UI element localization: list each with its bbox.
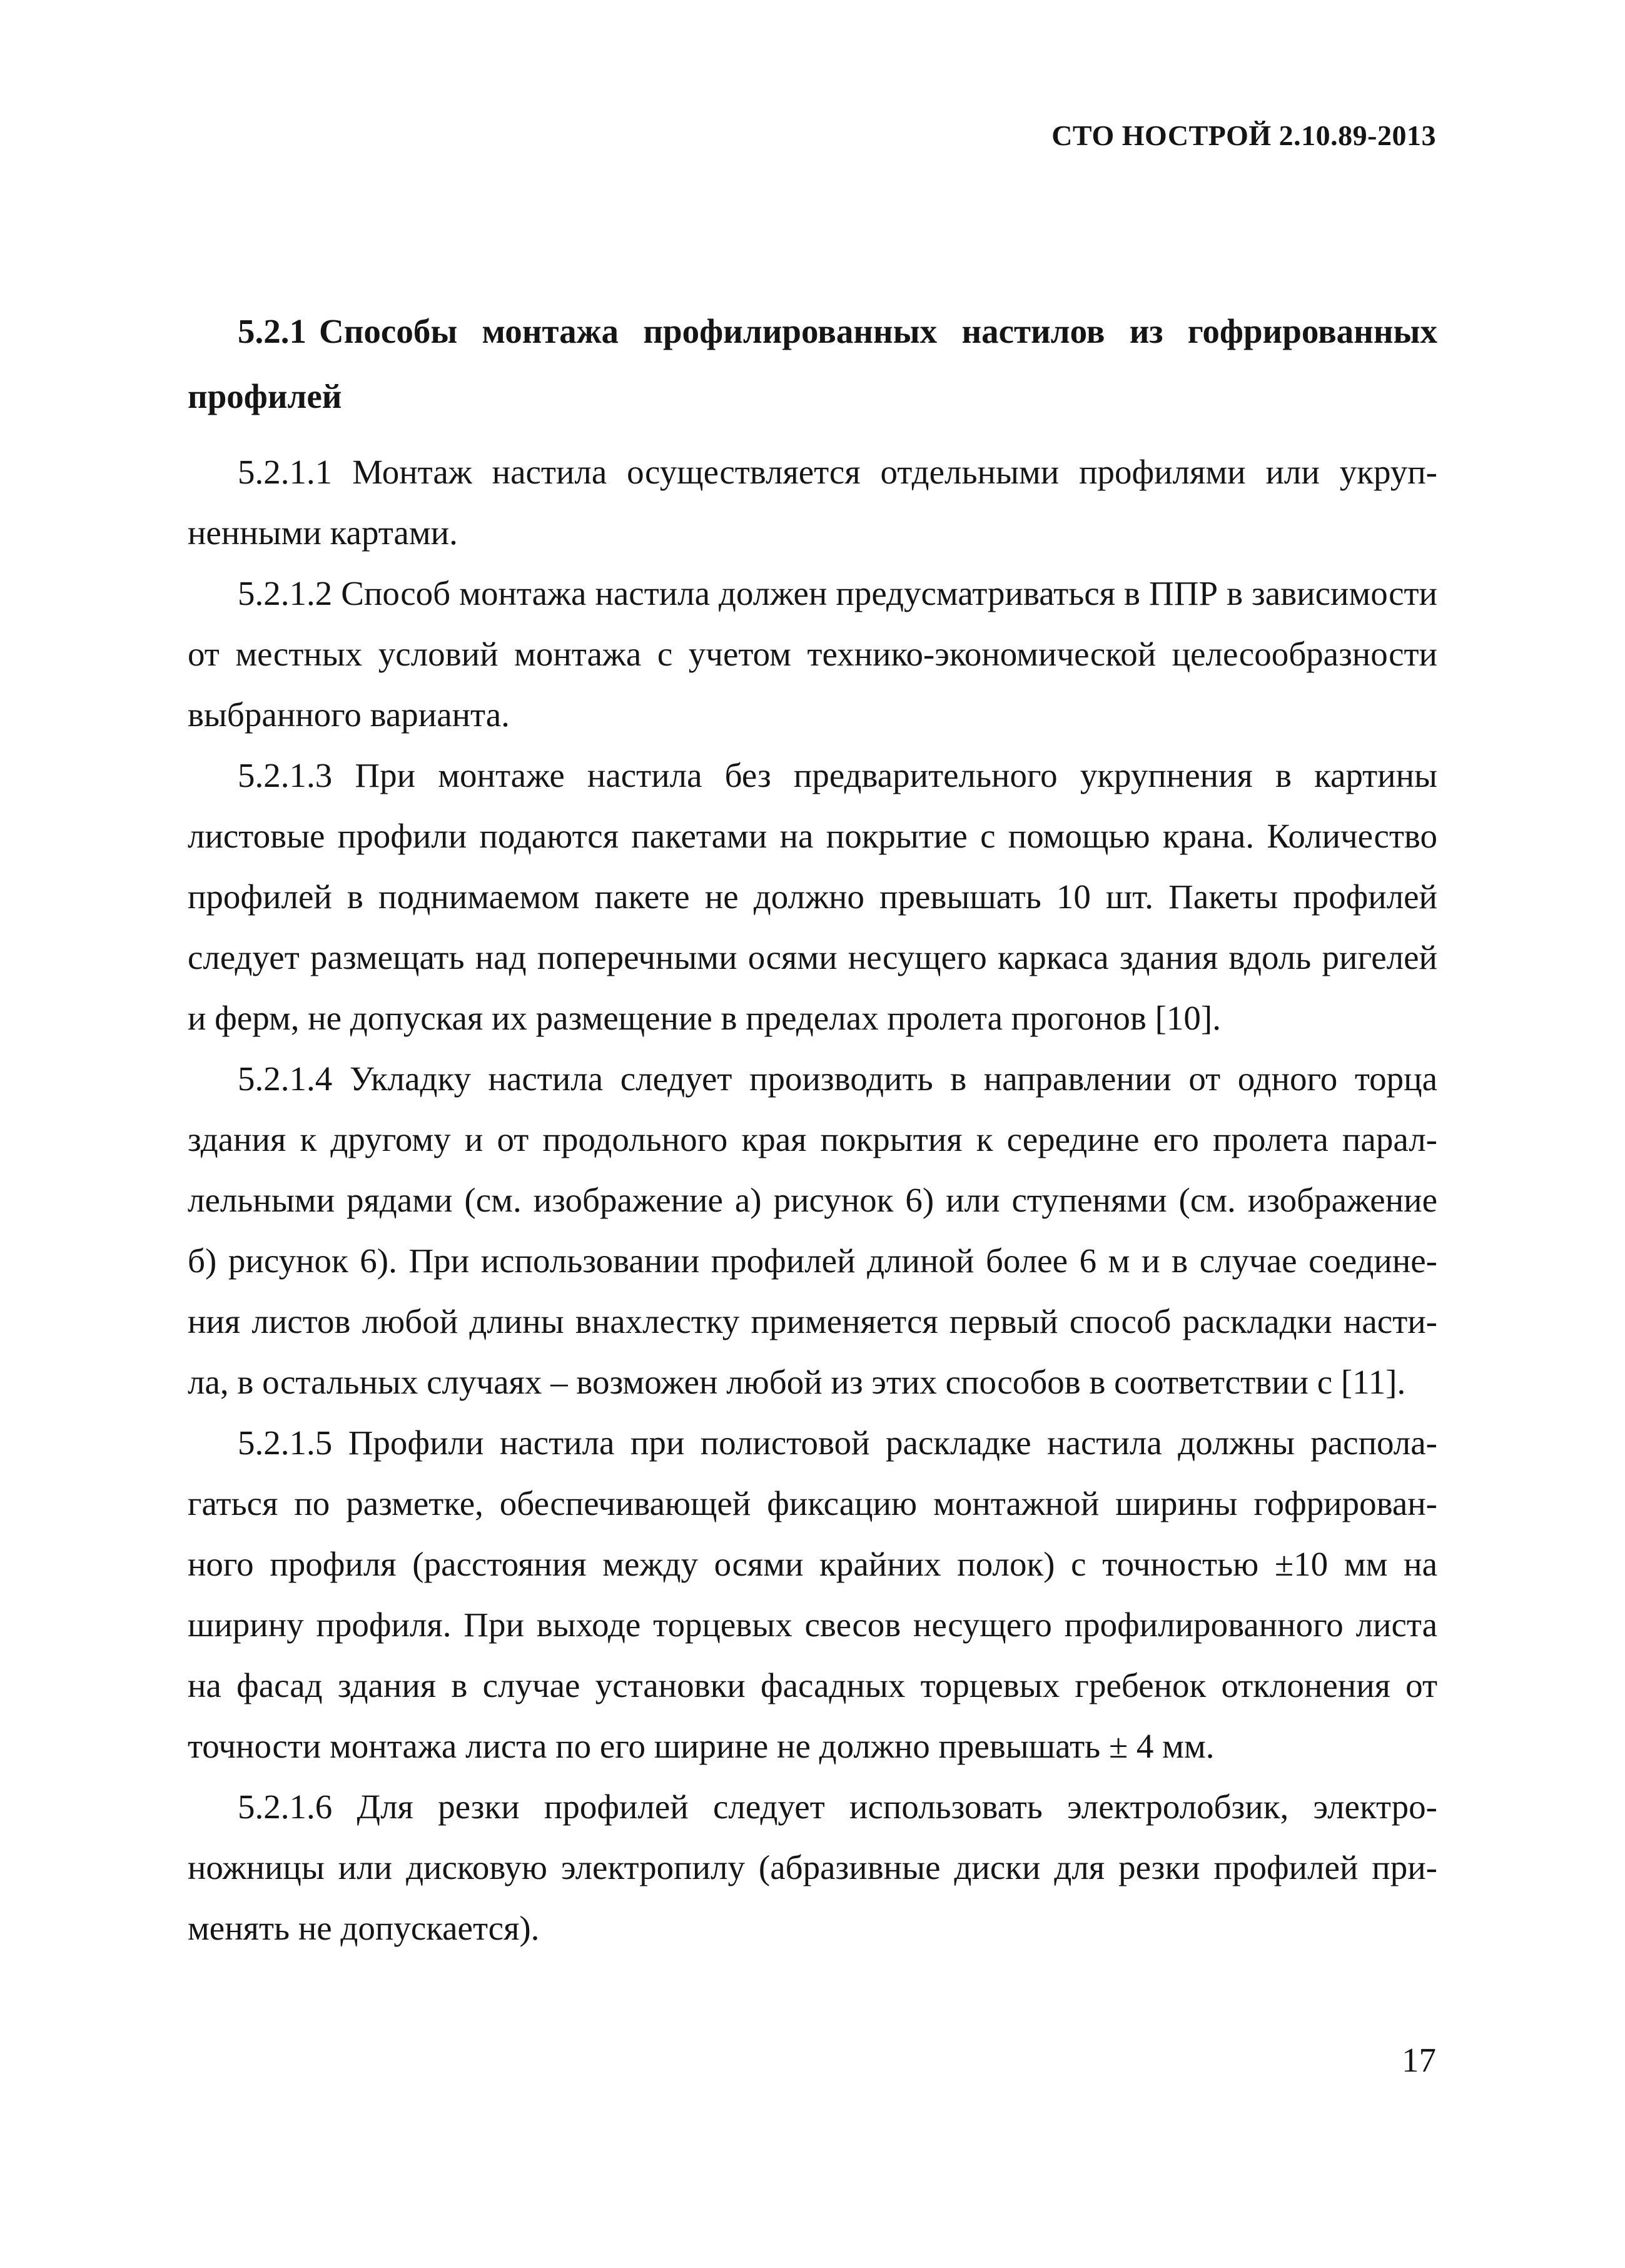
paragraph-5-2-1-5: 5.2.1.5 Профили настила при полистовой раскладке настила должны располагаться по разметке, обеспечивающей фиксацию монтажной ширины гофрированного профиля (расстояния между осями крайних полок) с точностью ±10 мм на ширину профиля. При выходе торцевых свесов несущего профилированного листа на фасад здания в случае установки фасадных торцевых гребенок отклонения от точности монтажа листа по его ширине не должно превышать ± 4 мм. bbox=[188, 1424, 1437, 1765]
document-code-header: СТО НОСТРОЙ 2.10.89-2013 bbox=[1051, 119, 1436, 151]
section-number: 5.2.1 bbox=[238, 312, 306, 350]
page-number: 17 bbox=[1402, 2041, 1436, 2079]
paragraph-5-2-1-6: 5.2.1.6 Для резки профилей следует использовать электролобзик, электроножницы или дисковую электропилу (абразивные диски для резки профилей применять не допускается). bbox=[188, 1788, 1437, 1947]
paragraph-5-2-1-4: 5.2.1.4 Укладку настила следует производить в направлении от одного торца здания к другому и от продольного края покрытия к середине его пролета параллельными рядами (см. изображение а) рисунок 6) или ступенями (см. изображение б) рисунок 6). При использовании профилей длиной более 6 м и в случае соединения листов любой длины внахлестку применяется первый способ раскладки настила, в остальных случаях – возможен любой из этих способов в соответствии с [11]. bbox=[188, 1060, 1437, 1401]
page-content bbox=[188, 299, 1437, 1958]
paragraph-5-2-1-1: 5.2.1.1 Монтаж настила осуществляется отдельными профилями или укрупненными картами. bbox=[188, 453, 1437, 552]
paragraph-5-2-1-2: 5.2.1.2 Способ монтажа настила должен предусматриваться в ППР в зависимости от местных условий монтажа с учетом технико-экономической целесообразности выбранного варианта. bbox=[188, 574, 1437, 734]
section-title: Способы монтажа профилированных настилов из гофрированных профилей bbox=[188, 312, 1437, 415]
section-heading bbox=[188, 299, 1437, 429]
paragraph-5-2-1-3: 5.2.1.3 При монтаже настила без предварительного укрупнения в картины листовые профили подаются пакетами на покрытие с помощью крана. Количество профилей в поднимаемом пакете не должно превышать 10 шт. Пакеты профилей следует размещать над поперечными осями несущего каркаса здания вдоль ригелей и ферм, не допуская их размещение в пределах пролета прогонов [10]. bbox=[188, 756, 1437, 1037]
